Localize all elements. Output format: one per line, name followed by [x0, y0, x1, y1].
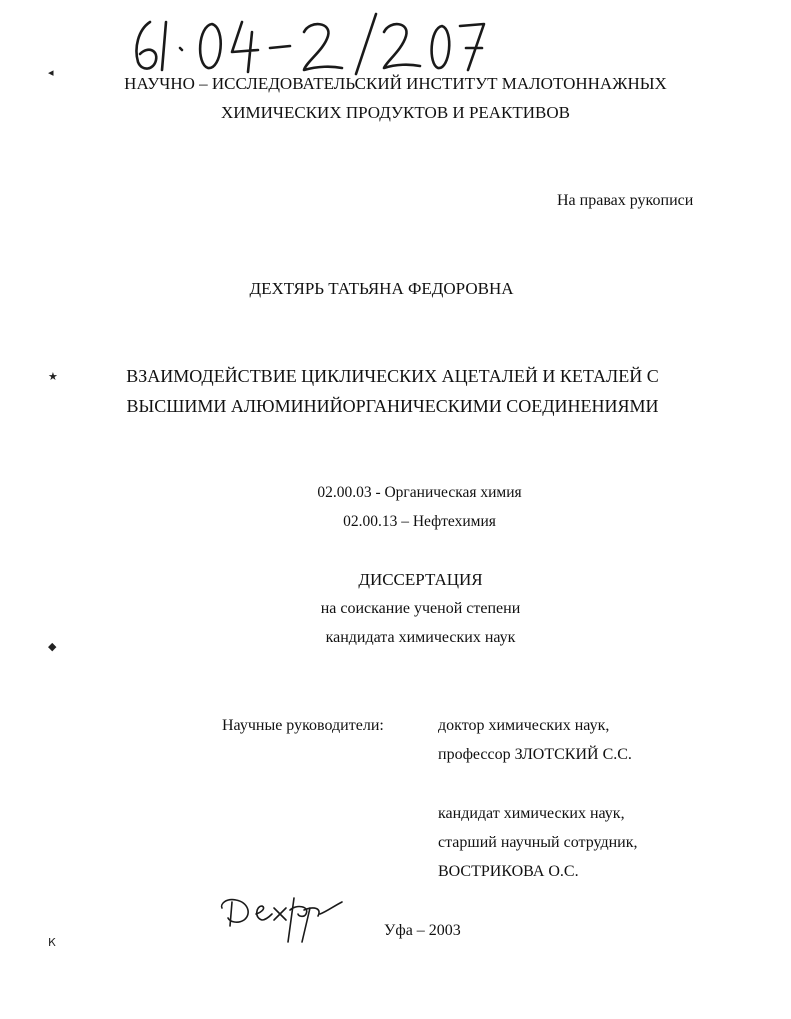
supervisor-2-position: старший научный сотрудник,: [438, 834, 638, 851]
dissertation-title-line-2: ВЫСШИМИ АЛЮМИНИЙОРГАНИЧЕСКИМИ СОЕДИНЕНИЯМИ: [126, 396, 659, 416]
supervisor-1-degree: доктор химических наук,: [438, 717, 610, 734]
specialty-2: 02.00.13 – Нефтехимия: [343, 513, 496, 530]
dissertation-title-line-1: ВЗАИМОДЕЙСТВИЕ ЦИКЛИЧЕСКИХ АЦЕТАЛЕЙ И КЕТАЛЕЙ С: [126, 366, 659, 386]
institute-line-2: ХИМИЧЕСКИХ ПРОДУКТОВ И РЕАКТИВОВ: [220, 103, 571, 122]
place-and-year: Уфа – 2003: [384, 922, 461, 939]
dissertation-heading: ДИССЕРТАЦИЯ: [358, 570, 483, 589]
supervisor-2-name: ВОСТРИКОВА О.С.: [438, 863, 579, 880]
author-signature: [218, 886, 348, 946]
margin-mark: ◂: [48, 66, 54, 79]
supervisors-label: Научные руководители:: [222, 717, 384, 734]
supervisor-1-name: профессор ЗЛОТСКИЙ С.С.: [438, 746, 632, 763]
margin-mark: ◆: [48, 640, 57, 653]
margin-mark: ★: [48, 370, 58, 383]
dissertation-degree-line-1: на соискание ученой степени: [320, 600, 521, 617]
supervisor-2-degree: кандидат химических наук,: [438, 805, 625, 822]
institute-line-1: НАУЧНО – ИССЛЕДОВАТЕЛЬСКИЙ ИНСТИТУТ МАЛОТОННАЖНЫХ: [124, 74, 667, 93]
author-name: ДЕХТЯРЬ ТАТЬЯНА ФЕДОРОВНА: [249, 279, 514, 298]
margin-mark: К: [48, 936, 56, 949]
specialty-1: 02.00.03 - Органическая химия: [317, 484, 522, 501]
signature-handwriting: [218, 886, 348, 946]
handwritten-archive-number: [128, 8, 488, 78]
dissertation-degree-line-2: кандидата химических наук: [325, 629, 516, 646]
manuscript-rights: На правах рукописи: [557, 192, 694, 209]
